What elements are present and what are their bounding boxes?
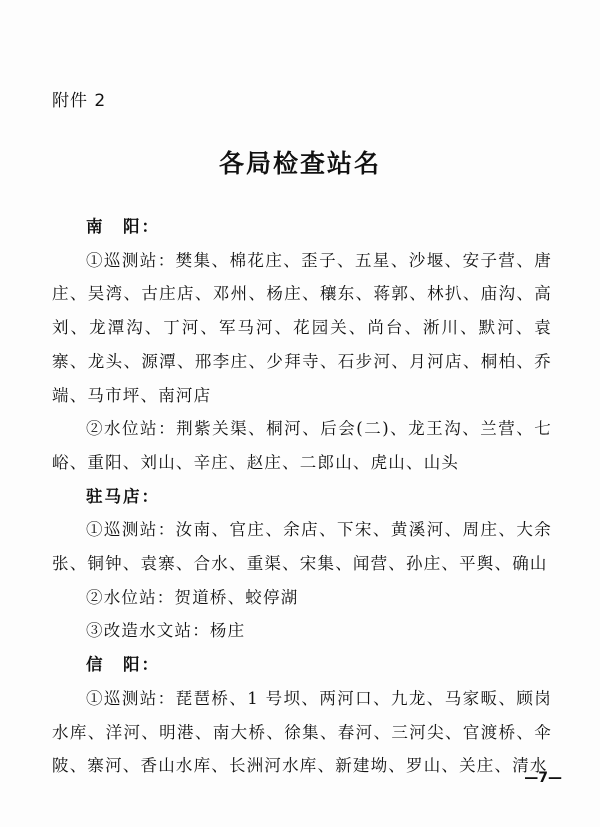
paragraph-xinyang-patrol-stations: ①巡测站：琵琶桥、1 号坝、两河口、九龙、马家畈、顾岗水库、洋河、明港、南大桥、徐集、春河、三河尖、官渡桥、伞陂、寨河、香山水库、长洲河水库、新建坳、罗山、关庄、清水 [52,688,552,776]
paragraph-nanyang-water-level-stations: ②水位站：荆紫关渠、桐河、后会(二)、龙王沟、兰营、七峪、重阳、刘山、辛庄、赵庄、二郎山、虎山、山头 [52,419,552,472]
paragraph-zhumadian-renovated-stations: ③改造水文站：杨庄 [86,621,246,641]
section-heading-zhumadian: 驻马店： [86,486,160,506]
document-body [52,210,552,783]
section-heading-xinyang: 信 阳： [86,655,160,675]
paragraph-zhumadian-water-level-stations: ②水位站：贺道桥、蛟停湖 [86,587,299,607]
paragraph-zhumadian-patrol-stations: ①巡测站：汝南、官庄、余店、下宋、黄溪河、周庄、大余张、铜钟、袁寨、合水、重渠、宋集、闻营、孙庄、平舆、确山 [52,520,552,574]
attachment-label: 附件 2 [52,91,107,111]
section-heading-nanyang: 南 阳： [86,217,160,236]
page-number: —7— [524,770,562,786]
page-title: 各局检查站名 [218,149,381,178]
paragraph-nanyang-patrol-stations: ①巡测站：樊集、棉花庄、歪子、五星、沙堰、安子营、唐庄、吴湾、古庄店、邓州、杨庄、穰东、蒋郭、林扒、庙沟、高刘、龙潭沟、丁河、军马河、花园关、尚台、淅川、默河、袁寨、龙头、源潭、邢李庄、少拜寺、石步河、月河店、桐柏、乔端、马市坪、南河店 [52,250,552,405]
